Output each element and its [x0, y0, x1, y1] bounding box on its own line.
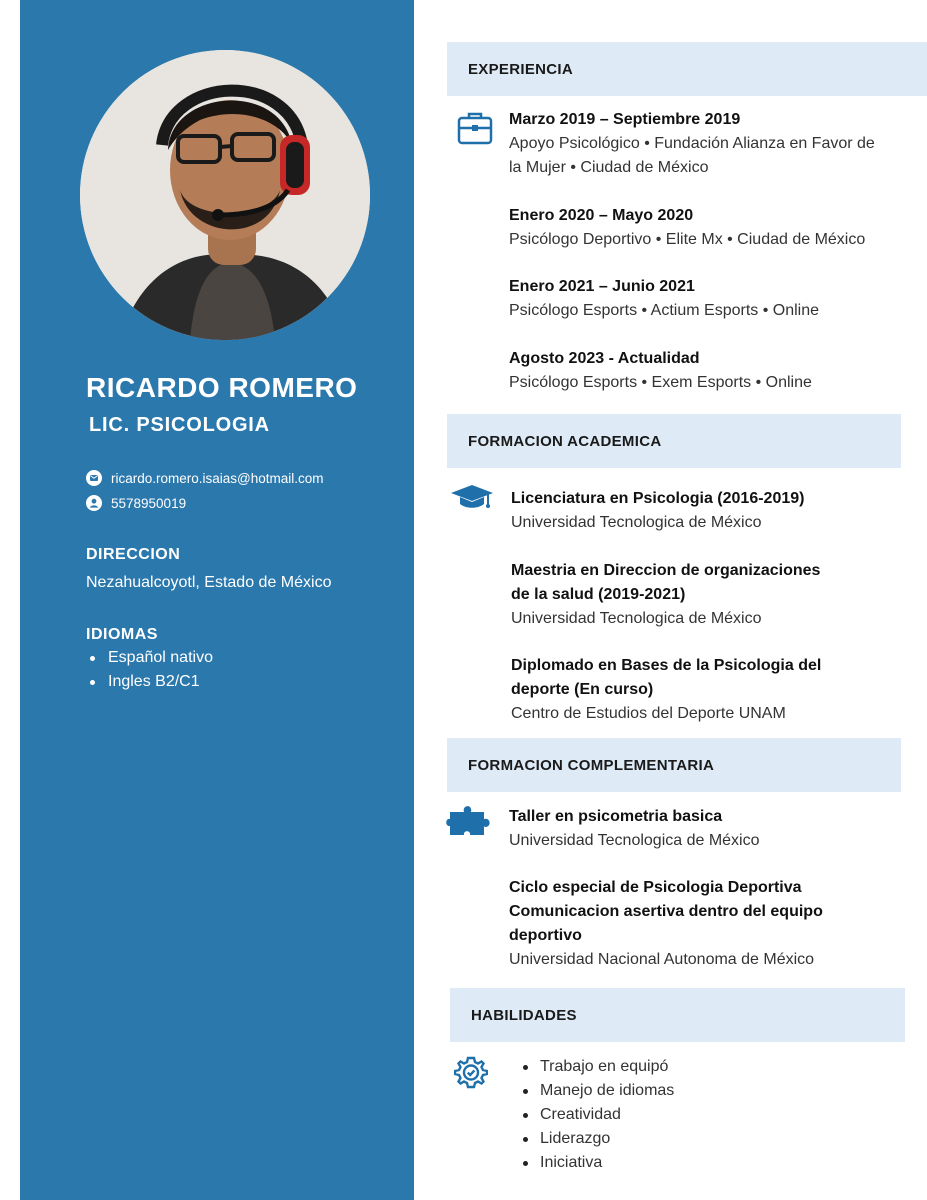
experience-detail: Psicólogo Esports • Exem Esports • Online — [509, 374, 812, 391]
education-school: Universidad Tecnologica de México — [511, 514, 762, 531]
puzzle-piece-icon — [446, 804, 498, 845]
candidate-title: LIC. PSICOLOGIA — [89, 414, 270, 436]
experience-entry — [509, 275, 819, 323]
experience-detail: la Mujer • Ciudad de México — [509, 159, 709, 176]
training-title: Taller en psicometria basica — [509, 808, 723, 825]
education-entry — [511, 487, 804, 535]
direccion-value: Nezahualcoyotl, Estado de México — [86, 574, 332, 591]
experience-entry — [509, 347, 812, 395]
profile-photo — [80, 50, 370, 340]
education-title: Licenciatura en Psicologia (2016-2019) — [511, 490, 805, 507]
training-title: deportivo — [509, 927, 582, 944]
list-item: Iniciativa — [540, 1151, 674, 1175]
experiencia-header: EXPERIENCIA — [447, 42, 927, 96]
graduation-cap-icon — [450, 483, 494, 516]
experience-entry — [509, 108, 875, 180]
education-title: Diplomado en Bases de la Psicologia del — [511, 657, 822, 674]
email-text[interactable]: ricardo.romero.isaias@hotmail.com — [111, 470, 324, 486]
training-school: Universidad Nacional Autonoma de México — [509, 951, 815, 968]
formacion-academica-header: FORMACION ACADEMICA — [447, 414, 901, 468]
contact-email — [86, 470, 324, 486]
list-item: Manejo de idiomas — [540, 1079, 674, 1103]
email-icon — [86, 470, 102, 486]
sidebar — [20, 0, 414, 1200]
education-entry — [511, 654, 821, 726]
skills-list — [540, 1055, 674, 1175]
education-title: deporte (En curso) — [511, 681, 654, 698]
experience-detail: Psicólogo Esports • Actium Esports • Online — [509, 302, 819, 319]
training-school: Universidad Tecnologica de México — [509, 832, 760, 849]
briefcase-icon — [457, 110, 493, 151]
gear-check-icon — [454, 1055, 488, 1094]
education-school: Centro de Estudios del Deporte UNAM — [511, 705, 786, 722]
experience-detail: Apoyo Psicológico • Fundación Alianza en Favor de — [509, 135, 875, 152]
formacion-complementaria-header: FORMACION COMPLEMENTARIA — [447, 738, 901, 792]
education-entry — [511, 559, 820, 631]
education-title: de la salud (2019-2021) — [511, 586, 686, 603]
experience-period: Enero 2020 – Mayo 2020 — [509, 207, 694, 224]
training-title: Comunicacion asertiva dentro del equipo — [509, 903, 823, 920]
user-icon — [86, 495, 102, 511]
list-item: Creatividad — [540, 1103, 674, 1127]
contact-phone — [86, 495, 186, 511]
education-school: Universidad Tecnologica de México — [511, 610, 762, 627]
training-entry — [509, 805, 760, 853]
experience-period: Agosto 2023 - Actualidad — [509, 350, 700, 367]
list-item: Ingles B2/C1 — [108, 670, 213, 694]
list-item: Español nativo — [108, 646, 213, 670]
experience-period: Marzo 2019 – Septiembre 2019 — [509, 111, 741, 128]
list-item: Trabajo en equipó — [540, 1055, 674, 1079]
idiomas-list — [108, 646, 213, 694]
training-title: Ciclo especial de Psicologia Deportiva — [509, 879, 802, 896]
habilidades-header: HABILIDADES — [450, 988, 905, 1042]
education-title: Maestria en Direccion de organizaciones — [511, 562, 821, 579]
candidate-name: RICARDO ROMERO — [86, 372, 358, 403]
idiomas-heading: IDIOMAS — [86, 626, 158, 643]
training-entry — [509, 876, 823, 972]
experience-entry — [509, 204, 865, 252]
direccion-heading: DIRECCION — [86, 546, 181, 563]
phone-text: 5578950019 — [111, 495, 187, 511]
experience-detail: Psicólogo Deportivo • Elite Mx • Ciudad de México — [509, 231, 866, 248]
experience-period: Enero 2021 – Junio 2021 — [509, 278, 695, 295]
list-item: Liderazgo — [540, 1127, 674, 1151]
